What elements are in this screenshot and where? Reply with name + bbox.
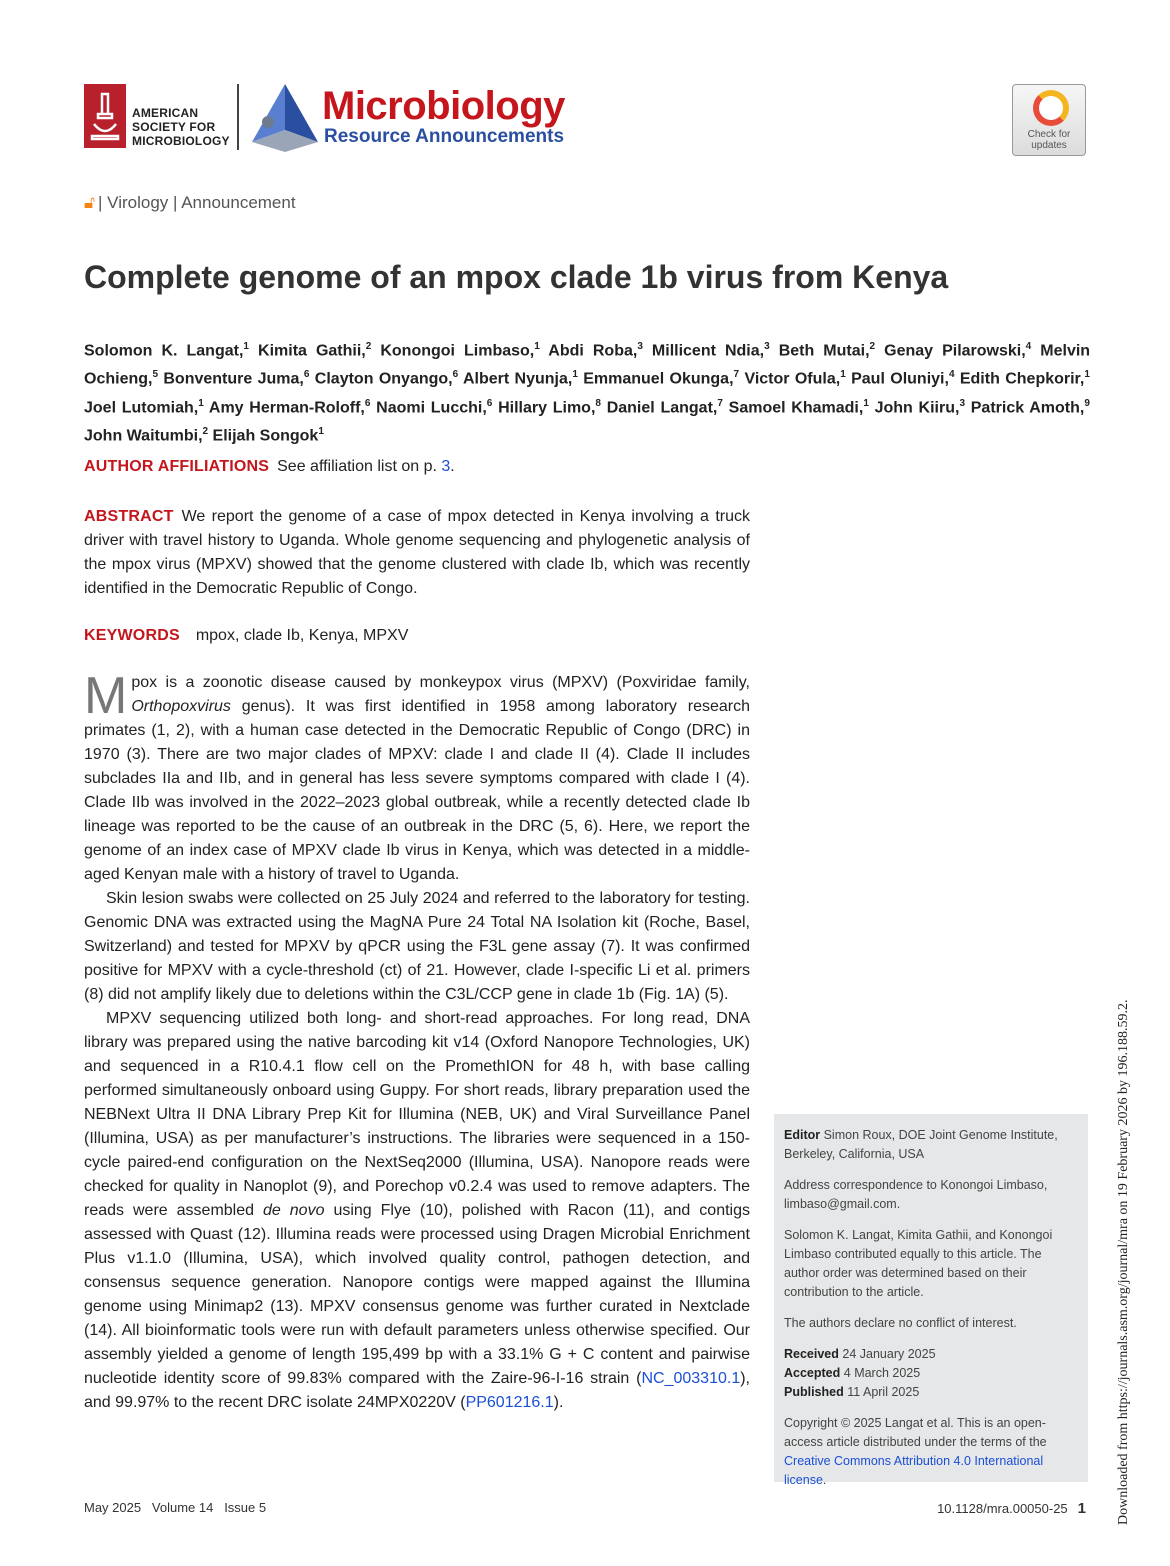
genbank-link-nc003310[interactable]: NC_003310.1 xyxy=(641,1370,741,1387)
author-name: Hillary Limo, xyxy=(498,398,596,416)
microscope-logo-icon xyxy=(84,84,126,148)
author-name: John Kiiru, xyxy=(874,398,960,416)
author-name: Clayton Onyango, xyxy=(314,370,453,388)
author-affiliation-number: 6 xyxy=(486,397,493,409)
author-affiliation-number: 1 xyxy=(318,425,324,437)
author-affiliations: AUTHOR AFFILIATIONS See affiliation list on p. 3. xyxy=(84,458,455,475)
download-note: Downloaded from https://journals.asm.org/journal/mra on 19 February 2026 by 196.188.59.2. xyxy=(1116,999,1131,1525)
footer-doi-page xyxy=(937,1500,1086,1517)
keywords xyxy=(84,625,408,647)
author-name: Joel Lutomiah, xyxy=(84,398,199,416)
issue-info: May 2025 Volume 14 Issue 5 xyxy=(84,1500,267,1515)
society-name: AMERICAN SOCIETY FOR MICROBIOLOGY xyxy=(132,106,230,148)
author-name: Daniel Langat, xyxy=(606,398,718,416)
author-name: Genay Pilarowski, xyxy=(884,342,1026,360)
author-affiliation-number: 4 xyxy=(1025,341,1032,352)
abstract xyxy=(84,505,750,601)
page-number: 1 xyxy=(1077,1500,1086,1517)
asm-logo xyxy=(84,84,244,152)
author-affiliation-number: 6 xyxy=(452,369,459,381)
author-affiliation-number: 4 xyxy=(948,369,955,381)
received-date: Received 24 January 2025 xyxy=(784,1347,936,1361)
keywords-heading: KEYWORDS xyxy=(84,627,180,644)
author-name: Naomi Lucchi, xyxy=(376,398,487,416)
correspondence-info: Address correspondence to Konongoi Limbaso, limbaso@gmail.com. xyxy=(784,1178,1048,1211)
author-affiliation-number: 5 xyxy=(152,369,159,381)
author-affiliation-number: 2 xyxy=(365,341,372,352)
journal-title: Microbiology xyxy=(322,84,565,128)
abstract-heading: ABSTRACT xyxy=(84,508,174,525)
author-affiliation-number: 7 xyxy=(733,369,740,381)
body-paragraph-2: Skin lesion swabs were collected on 25 July 2024 and referred to the laboratory for testing. Genomic DNA was extracted using the MagNA Pure 24 Total NA Isolation kit (Roche, Basel, Switzerland) and tested for MPXV by qPCR using the F3L gene assay (7). It was confirmed positive for MPXV with a cycle-threshold (ct) of 21. However, clade I-specific Li et al. primers (8) did not amplify likely due to deletions within the C3L/CCP gene in clade 1b (Fig. 1A) (5). xyxy=(84,890,750,1003)
author-affiliation-number: 3 xyxy=(959,397,966,409)
contribution-note: Solomon K. Langat, Kimita Gathii, and Konongoi Limbaso contributed equally to this article. The author order was determined based on their contribution to the article. xyxy=(784,1228,1053,1299)
author-affiliation-number: 6 xyxy=(303,369,310,381)
author-name: Edith Chepkorir, xyxy=(959,370,1085,388)
author-name: Konongoi Limbaso, xyxy=(380,342,535,360)
abstract-text: We report the genome of a case of mpox detected in Kenya involving a truck driver with travel history to Uganda. Whole genome sequencing and phylogenetic analysis of the mpox virus (MPXV) showed that the genome clustered with clade Ib, which was recently identified in the Democratic Republic of Congo. xyxy=(84,508,750,597)
author-affiliation-number: 1 xyxy=(840,369,846,381)
journal-logo xyxy=(250,82,590,154)
logo-divider xyxy=(237,84,239,150)
author-affiliation-number: 1 xyxy=(1084,369,1090,381)
affiliations-heading: AUTHOR AFFILIATIONS xyxy=(84,458,270,475)
author-name: Melvin Ochieng, xyxy=(84,342,1091,388)
author-name: Millicent Ndia, xyxy=(651,342,765,360)
check-updates-label: Check for updates xyxy=(1027,129,1071,151)
author-affiliation-number: 2 xyxy=(202,425,209,437)
drop-cap: M xyxy=(84,667,128,725)
author-affiliation-number: 2 xyxy=(869,341,876,352)
check-updates-icon xyxy=(1033,90,1069,126)
author-affiliation-number: 3 xyxy=(764,341,770,352)
article-category: 🔓︎ | Virology | Announcement xyxy=(84,193,296,212)
author-name: Abdi Roba, xyxy=(548,342,638,360)
author-name: Beth Mutai, xyxy=(778,342,870,360)
author-affiliation-number: 1 xyxy=(534,341,540,352)
article-dates xyxy=(784,1345,1078,1402)
article-info-sidebar xyxy=(774,1114,1088,1487)
affiliation-page-link[interactable]: 3 xyxy=(441,458,451,475)
article-body xyxy=(84,667,750,1415)
author-affiliation-number: 9 xyxy=(1084,397,1090,409)
accepted-date: Accepted 4 March 2025 xyxy=(784,1366,921,1380)
body-paragraph-1: Mpox is a zoonotic disease caused by monkeypox virus (MPXV) (Poxviridae family, Orthopoxvirus genus). It was first identified in 1958 among laboratory research primates (1, 2), with a human case detected in the Democratic Republic of Congo (DRC) in 1970 (3). There are two major clades of MPXV: clade I and clade II (4). Clade II includes subclades IIa and IIb, and in general has less severe symptoms compared with clade I (4). Clade IIb was involved in the 2022–2023 global outbreak, while a recently detected clade Ib lineage was reported to be the cause of an outbreak in the DRC (5, 6). Here, we report the genome of an index case of MPXV clade Ib virus in Kenya, which was detected in a middle-aged Kenyan male with a history of travel to Uganda. xyxy=(84,667,750,883)
author-affiliation-number: 3 xyxy=(637,341,643,352)
body-paragraph-3: MPXV sequencing utilized both long- and short-read approaches. For long read, DNA library was prepared using the native barcoding kit v14 (Oxford Nanopore Technologies, UK) and sequenced in a R10.4.1 flow cell on the PromethION for 48 h, with base calling performed simultaneously onboard using Guppy. For short reads, library preparation used the NEBNext Ultra II DNA Library Prep Kit for Illumina (NEB, UK) and Viral Surveillance Panel (Illumina, USA) as per manufacturer’s instructions. The libraries were sequenced in a 150-cycle paired-end configuration on the NextSeq2000 (Illumina, USA). Nanopore reads were checked for quality in Nanoplot (9), and Porechop v0.2.4 was used to remove adapters. The reads were assembled de novo using Flye (10), polished with Racon (11), and contigs assessed with Quast (12). Illumina reads were processed using Dragen Microbial Enrichment Plus v1.1.0 (Illumina, USA), which involved quality control, pathogen detection, and consensus sequence generation. Nanopore contigs were mapped against the Illumina genome using Minimap2 (13). MPXV consensus genome was further curated in Nextclade (14). All bioinformatic tools were run with default parameters unless otherwise specified. Our assembly yielded a genome of length 195,499 bp with a 33.1% G + C content and pairwise nucleotide identity score of 99.83% compared with the Zaire-96-I-16 strain (NC_003310.1), and 99.97% to the recent DRC isolate 24MPX0220V (PP601216.1). xyxy=(84,1010,750,1411)
author-name: Emmanuel Okunga, xyxy=(583,370,734,388)
author-name: Patrick Amoth, xyxy=(970,398,1085,416)
author-name: Elijah Songok xyxy=(212,427,319,445)
article-title: Complete genome of an mpox clade 1b virus from Kenya xyxy=(84,259,949,295)
author-name: Albert Nyunja, xyxy=(462,370,573,388)
copyright-notice: Copyright © 2025 Langat et al. This is an open-access article distributed under the terms of the Creative Commons Attribution 4.0 International license. xyxy=(784,1416,1047,1487)
author-name: Solomon K. Langat, xyxy=(84,342,244,360)
check-for-updates-button[interactable] xyxy=(1012,84,1086,156)
author-affiliation-number: 1 xyxy=(243,341,249,352)
author-name: John Waitumbi, xyxy=(84,427,203,445)
author-name: Paul Oluniyi, xyxy=(851,370,949,388)
author-name: Bonventure Juma, xyxy=(163,370,304,388)
author-name: Kimita Gathii, xyxy=(258,342,366,360)
conflict-statement: The authors declare no conflict of interest. xyxy=(784,1316,1017,1330)
journal-subtitle: Resource Announcements xyxy=(324,126,565,147)
author-affiliation-number: 6 xyxy=(364,397,371,409)
author-affiliation-number: 1 xyxy=(863,397,869,409)
doi: 10.1128/mra.00050-25 xyxy=(937,1501,1068,1516)
genbank-link-pp601216[interactable]: PP601216.1 xyxy=(465,1394,554,1411)
author-affiliation-number: 1 xyxy=(198,397,204,409)
published-date: Published 11 April 2025 xyxy=(784,1385,920,1399)
author-name: Samoel Khamadi, xyxy=(728,398,864,416)
author-affiliation-number: 7 xyxy=(717,397,723,409)
author-name: Amy Herman-Roloff, xyxy=(208,398,365,416)
author-affiliation-number: 1 xyxy=(572,369,578,381)
editor-info: Editor Simon Roux, DOE Joint Genome Institute, Berkeley, California, USA xyxy=(784,1128,1058,1161)
author-affiliation-number: 8 xyxy=(595,397,601,409)
license-link[interactable]: Creative Commons Attribution 4.0 International license xyxy=(784,1454,1044,1487)
keywords-text: mpox, clade Ib, Kenya, MPXV xyxy=(195,627,409,644)
open-access-icon: 🔓︎ xyxy=(84,193,96,212)
author-list xyxy=(84,335,1090,448)
author-name: Victor Ofula, xyxy=(744,370,841,388)
pyramid-logo-icon xyxy=(250,82,320,154)
